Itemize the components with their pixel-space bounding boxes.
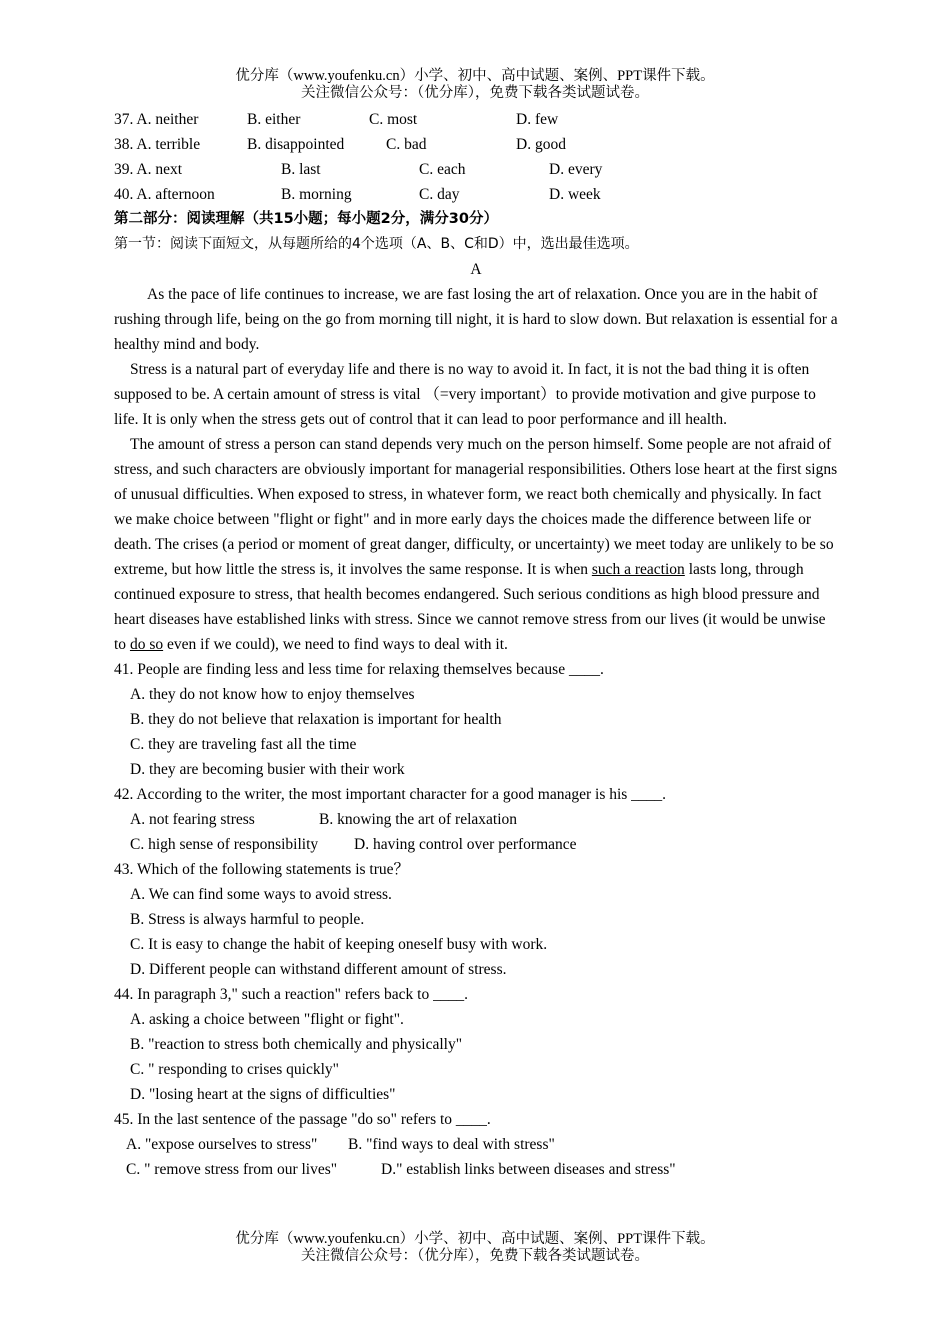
question-42-option-b: B. knowing the art of relaxation: [319, 811, 518, 828]
cloze-option: D. week: [549, 186, 601, 203]
question-45-options-row-2: [114, 1157, 838, 1182]
footer-line-2: 关注微信公众号：（优分库），免费下载各类试题试卷。: [301, 1248, 649, 1264]
cloze-option: 38. A. terrible: [114, 136, 201, 153]
exam-content: [114, 107, 838, 1182]
footer-line-1: 优分库（www.youfenku.cn）小学、初中、高中试题、案例、PPT课件下载。: [235, 1231, 715, 1247]
cloze-row-37: [114, 107, 838, 132]
question-44-option-a: A. asking a choice between "flight or fight".: [130, 1011, 404, 1028]
passage-paragraph-3: [114, 432, 838, 657]
question-42-options-row-1: [114, 807, 838, 832]
cloze-option: D. few: [516, 111, 559, 128]
question-41-option-a: A. they do not know how to enjoy themselves: [130, 686, 415, 703]
cloze-option: B. morning: [281, 186, 352, 203]
paragraph-text: The amount of stress a person can stand depends very much on the person himself. Some people are not afraid of stress, and such characters are obviously important for managerial responsibilities. Others lose heart at the first signs of unusual difficulties. When exposed to stress, in whatever form, we react both chemically and physically. In fact we make choice between "flight or fight" and in more early days the choices made the difference between life or death. The crises (a period or moment of great danger, difficulty, or uncertainty) we meet today are unlikely to be so extreme, but how little the stress is, it involves the same response. It is when: [114, 436, 838, 578]
question-41-option-b: B. they do not believe that relaxation is important for health: [130, 711, 502, 728]
header-line-1: 优分库（www.youfenku.cn）小学、初中、高中试题、案例、PPT课件下载。: [235, 68, 715, 84]
cloze-row-38: [114, 132, 838, 157]
question-42-option-d: D. having control over performance: [354, 836, 577, 853]
question-41-option-d: D. they are becoming busier with their work: [130, 761, 405, 778]
page-footer: [0, 1231, 950, 1265]
section-title: 第二部分：阅读理解（共15小题；每小题2分，满分30分）: [114, 211, 498, 227]
cloze-option: C. bad: [386, 136, 427, 153]
cloze-option: D. every: [549, 161, 603, 178]
question-45-option-c: C. " remove stress from our lives": [126, 1161, 338, 1178]
question-43-option-c: C. It is easy to change the habit of keeping oneself busy with work.: [130, 936, 548, 953]
passage-paragraph-2: Stress is a natural part of everyday life and there is no way to avoid it. In fact, it is not the bad thing it is often supposed to be. A certain amount of stress is vital （=very important）to provide motivation and give purpose to life. It is only when the stress gets out of control that it can lead to poor performance and ill health.: [114, 361, 816, 428]
cloze-row-39: [114, 157, 838, 182]
question-43-option-d: D. Different people can withstand different amount of stress.: [130, 961, 507, 978]
cloze-option: 40. A. afternoon: [114, 186, 215, 203]
passage-label: A: [470, 261, 482, 278]
question-43-option-a: A. We can find some ways to avoid stress.: [130, 886, 392, 903]
underlined-phrase-do-so: do so: [129, 636, 164, 653]
cloze-option: B. disappointed: [247, 136, 345, 153]
question-44-option-c: C. " responding to crises quickly": [130, 1061, 339, 1078]
question-45-option-b: B. "find ways to deal with stress": [348, 1136, 555, 1153]
cloze-option: B. either: [247, 111, 301, 128]
cloze-option: 39. A. next: [114, 161, 183, 178]
cloze-option: B. last: [281, 161, 321, 178]
question-45-option-a: A. "expose ourselves to stress": [126, 1136, 318, 1153]
question-44-option-d: D. "losing heart at the signs of difficulties": [130, 1086, 396, 1103]
cloze-option: 37. A. neither: [114, 111, 199, 128]
question-42-option-c: C. high sense of responsibility: [130, 836, 319, 853]
question-45-options-row-1: [114, 1132, 838, 1157]
section-instruction: 第一节：阅读下面短文，从每题所给的4个选项（A、B、C和D）中，选出最佳选项。: [114, 236, 639, 252]
cloze-option: C. each: [419, 161, 466, 178]
passage-paragraph-1: As the pace of life continues to increase, we are fast losing the art of relaxation. Once you are in the habit of rushing through life, being on the go from morning till night, it is hard to slow down. But relaxation is essential for a healthy mind and body.: [114, 286, 838, 353]
cloze-option: C. most: [369, 111, 418, 128]
question-42-stem: 42. According to the writer, the most important character for a good manager is his ____.: [114, 786, 667, 803]
question-44-stem: 44. In paragraph 3," such a reaction" refers back to ____.: [114, 986, 468, 1003]
question-45-stem: 45. In the last sentence of the passage "do so" refers to ____.: [114, 1111, 491, 1128]
underlined-phrase-such-a-reaction: such a reaction: [591, 561, 685, 578]
question-43-option-b: B. Stress is always harmful to people.: [130, 911, 365, 928]
header-line-2: 关注微信公众号：（优分库），免费下载各类试题试卷。: [301, 85, 649, 101]
question-41-option-c: C. they are traveling fast all the time: [130, 736, 357, 753]
paragraph-text: even if we could), we need to find ways to deal with it.: [163, 636, 508, 653]
paragraph-text: lasts long, through continued exposure to stress, that health becomes endangered. Such serious conditions as high blood pressure and heart diseases have established links with stress. Since we cannot remove stress from our lives (it would be unwise to: [114, 561, 826, 653]
question-45-option-d: D." establish links between diseases and stress": [381, 1161, 676, 1178]
question-42-options-row-2: [114, 832, 838, 857]
question-41-stem: 41. People are finding less and less time for relaxing themselves because ____.: [114, 661, 604, 678]
question-43-stem: 43. Which of the following statements is true？: [114, 861, 410, 878]
cloze-row-40: [114, 182, 838, 207]
cloze-option: D. good: [516, 136, 566, 153]
question-42-option-a: A. not fearing stress: [130, 811, 255, 828]
page-header-top: [0, 68, 950, 102]
question-44-option-b: B. "reaction to stress both chemically and physically": [130, 1036, 463, 1053]
cloze-option: C. day: [419, 186, 460, 203]
